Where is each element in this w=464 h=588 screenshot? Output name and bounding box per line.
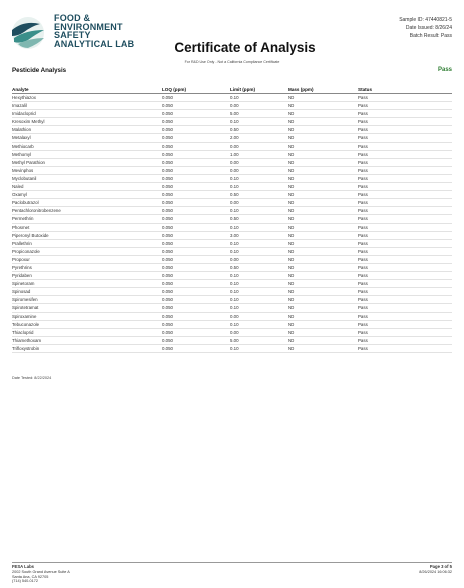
cell-loq: 0.050	[162, 158, 230, 166]
cell-loq: 0.050	[162, 239, 230, 247]
sample-id: Sample ID: 47440821-5	[399, 17, 452, 23]
date-tested: Date Tested: 8/22/2024	[12, 376, 52, 380]
cell-status: Pass	[358, 199, 452, 207]
cell-status: Pass	[358, 174, 452, 182]
cell-analyte: Methomyl	[12, 150, 162, 158]
table-row	[12, 223, 452, 231]
cell-limit: 0.10	[230, 239, 288, 247]
table-row	[12, 215, 452, 223]
cell-analyte: Imidacloprid	[12, 110, 162, 118]
cell-loq: 0.050	[162, 247, 230, 255]
lab-logo-icon	[10, 16, 50, 50]
table-row	[12, 174, 452, 182]
cell-analyte: Propoxur	[12, 255, 162, 263]
cell-mass: ND	[288, 199, 358, 207]
cell-limit: 0.50	[230, 263, 288, 271]
table-row	[12, 126, 452, 134]
cell-status: Pass	[358, 134, 452, 142]
cell-loq: 0.050	[162, 280, 230, 288]
footer-page-info	[419, 565, 452, 575]
cell-mass: ND	[288, 239, 358, 247]
cell-limit: 0.10	[230, 94, 288, 102]
cell-mass: ND	[288, 320, 358, 328]
table-row	[12, 272, 452, 280]
cell-analyte: Naled	[12, 183, 162, 191]
cell-analyte: Piperonyl Butoxide	[12, 231, 162, 239]
cell-limit: 5.00	[230, 336, 288, 344]
cell-limit: 0.10	[230, 207, 288, 215]
col-header-status: Status	[358, 86, 452, 94]
cell-mass: ND	[288, 118, 358, 126]
cell-status: Pass	[358, 231, 452, 239]
cell-limit: 0.50	[230, 126, 288, 134]
cell-status: Pass	[358, 263, 452, 271]
cell-loq: 0.050	[162, 344, 230, 352]
cell-status: Pass	[358, 142, 452, 150]
cell-mass: ND	[288, 328, 358, 336]
cell-limit: 0.10	[230, 223, 288, 231]
cell-status: Pass	[358, 118, 452, 126]
cell-loq: 0.050	[162, 255, 230, 263]
cell-analyte: Mevinphos	[12, 166, 162, 174]
cell-analyte: Malathion	[12, 126, 162, 134]
cell-loq: 0.050	[162, 328, 230, 336]
cell-mass: ND	[288, 304, 358, 312]
cell-loq: 0.050	[162, 320, 230, 328]
cell-limit: 0.10	[230, 247, 288, 255]
cell-analyte: Kresoxim Methyl	[12, 118, 162, 126]
cell-limit: 0.10	[230, 296, 288, 304]
table-body	[12, 94, 452, 353]
table-row	[12, 118, 452, 126]
cell-loq: 0.050	[162, 126, 230, 134]
cell-status: Pass	[358, 94, 452, 102]
cell-mass: ND	[288, 191, 358, 199]
cell-limit: 0.00	[230, 255, 288, 263]
cell-status: Pass	[358, 158, 452, 166]
cell-mass: ND	[288, 94, 358, 102]
cell-analyte: Methyl Parathion	[12, 158, 162, 166]
cell-loq: 0.050	[162, 272, 230, 280]
table-row	[12, 191, 452, 199]
cell-limit: 0.00	[230, 166, 288, 174]
cell-mass: ND	[288, 336, 358, 344]
cell-mass: ND	[288, 142, 358, 150]
cell-mass: ND	[288, 272, 358, 280]
cell-analyte: Metalaxyl	[12, 134, 162, 142]
document-title: Certificate of Analysis	[174, 40, 316, 55]
cell-limit: 0.50	[230, 215, 288, 223]
cell-mass: ND	[288, 166, 358, 174]
cell-analyte: Propiconazole	[12, 247, 162, 255]
page-number: Page 3 of 5	[429, 564, 452, 569]
cell-mass: ND	[288, 183, 358, 191]
cell-analyte: Pyrethrins	[12, 263, 162, 271]
cell-limit: 1.00	[230, 150, 288, 158]
cell-mass: ND	[288, 296, 358, 304]
cell-mass: ND	[288, 231, 358, 239]
table-row	[12, 247, 452, 255]
cell-mass: ND	[288, 263, 358, 271]
cell-status: Pass	[358, 110, 452, 118]
cell-status: Pass	[358, 223, 452, 231]
cell-loq: 0.050	[162, 336, 230, 344]
cell-loq: 0.050	[162, 134, 230, 142]
col-header-analyte: Analyte	[12, 86, 162, 94]
cell-limit: 0.10	[230, 288, 288, 296]
table-row	[12, 199, 452, 207]
cell-analyte: Permethrin	[12, 215, 162, 223]
table-row	[12, 142, 452, 150]
section-title: Pesticide Analysis	[12, 67, 67, 74]
cell-status: Pass	[358, 207, 452, 215]
footer-address-line: 2002 South Grand Avenue Suite A	[12, 569, 70, 574]
cell-loq: 0.050	[162, 207, 230, 215]
cell-status: Pass	[358, 304, 452, 312]
cell-analyte: Trifloxystrobin	[12, 344, 162, 352]
table-row	[12, 110, 452, 118]
cell-mass: ND	[288, 207, 358, 215]
col-header-limit: Limit (ppm)	[230, 86, 288, 94]
cell-limit: 0.10	[230, 118, 288, 126]
cell-loq: 0.050	[162, 312, 230, 320]
cell-loq: 0.050	[162, 199, 230, 207]
cell-limit: 2.00	[230, 134, 288, 142]
cell-loq: 0.050	[162, 231, 230, 239]
cell-limit: 0.10	[230, 344, 288, 352]
table-row	[12, 336, 452, 344]
cell-status: Pass	[358, 272, 452, 280]
table-header-row	[12, 86, 452, 94]
cell-limit: 0.00	[230, 199, 288, 207]
table-row	[12, 296, 452, 304]
cell-limit: 3.00	[230, 231, 288, 239]
table-row	[12, 312, 452, 320]
cell-status: Pass	[358, 126, 452, 134]
lab-logo	[10, 14, 160, 54]
footer-address-line: Santa Ana, CA 92705	[12, 574, 49, 579]
cell-status: Pass	[358, 239, 452, 247]
table-row	[12, 304, 452, 312]
cell-limit: 0.10	[230, 174, 288, 182]
cell-mass: ND	[288, 255, 358, 263]
cell-loq: 0.050	[162, 296, 230, 304]
lab-logo-text: FOOD & ENVIRONMENT SAFETY ANALYTICAL LAB	[54, 13, 135, 49]
cell-loq: 0.050	[162, 118, 230, 126]
cell-analyte: Spiroxamine	[12, 312, 162, 320]
cell-mass: ND	[288, 102, 358, 110]
cell-mass: ND	[288, 288, 358, 296]
cell-mass: ND	[288, 312, 358, 320]
cell-analyte: Spiromesifen	[12, 296, 162, 304]
cell-mass: ND	[288, 215, 358, 223]
cell-mass: ND	[288, 344, 358, 352]
cell-mass: ND	[288, 174, 358, 182]
table-row	[12, 263, 452, 271]
cell-analyte: Imazalil	[12, 102, 162, 110]
table-row	[12, 134, 452, 142]
table-row	[12, 231, 452, 239]
cell-analyte: Spinosad	[12, 288, 162, 296]
footer-lab-info	[12, 565, 70, 584]
table-row	[12, 344, 452, 352]
cell-analyte: Methiocarb	[12, 142, 162, 150]
cell-mass: ND	[288, 280, 358, 288]
cell-loq: 0.050	[162, 142, 230, 150]
cell-status: Pass	[358, 320, 452, 328]
cell-loq: 0.050	[162, 288, 230, 296]
cell-status: Pass	[358, 215, 452, 223]
cell-analyte: Prallethrin	[12, 239, 162, 247]
cell-mass: ND	[288, 134, 358, 142]
cell-loq: 0.050	[162, 102, 230, 110]
cell-status: Pass	[358, 288, 452, 296]
disclaimer-note: For R&D Use Only - Not a California Compliance Certificate	[184, 60, 280, 64]
cell-limit: 0.00	[230, 158, 288, 166]
cell-loq: 0.050	[162, 223, 230, 231]
table-row	[12, 280, 452, 288]
cell-status: Pass	[358, 191, 452, 199]
cell-analyte: Spinetoram	[12, 280, 162, 288]
cell-limit: 0.10	[230, 280, 288, 288]
cell-loq: 0.050	[162, 150, 230, 158]
cell-loq: 0.050	[162, 183, 230, 191]
print-timestamp: 8/26/2024 16:06:32	[419, 569, 452, 574]
cell-analyte: Pyridaben	[12, 272, 162, 280]
table-row	[12, 239, 452, 247]
cell-limit: 0.50	[230, 191, 288, 199]
table-row	[12, 94, 452, 102]
cell-loq: 0.050	[162, 304, 230, 312]
cell-status: Pass	[358, 247, 452, 255]
cell-analyte: Paclobutrazol	[12, 199, 162, 207]
cell-mass: ND	[288, 110, 358, 118]
cell-status: Pass	[358, 336, 452, 344]
cell-status: Pass	[358, 255, 452, 263]
date-issued: Date Issued: 8/26/24	[405, 25, 452, 32]
cell-limit: 0.10	[230, 320, 288, 328]
table-row	[12, 166, 452, 174]
cell-analyte: Thiacloprid	[12, 328, 162, 336]
cell-status: Pass	[358, 280, 452, 288]
cell-limit: 0.00	[230, 142, 288, 150]
cell-status: Pass	[358, 102, 452, 110]
footer-phone: (714) 540-0172	[12, 579, 38, 584]
table-row	[12, 255, 452, 263]
col-header-loq: LOQ (ppm)	[162, 86, 230, 94]
cell-mass: ND	[288, 158, 358, 166]
cell-analyte: Thiamethoxam	[12, 336, 162, 344]
cell-loq: 0.050	[162, 263, 230, 271]
table-row	[12, 328, 452, 336]
cell-status: Pass	[358, 166, 452, 174]
table-row	[12, 320, 452, 328]
table-row	[12, 207, 452, 215]
cell-mass: ND	[288, 150, 358, 158]
cell-analyte: Phosmet	[12, 223, 162, 231]
cell-analyte: Pentachloronitrobenzene	[12, 207, 162, 215]
sample-meta	[399, 16, 452, 41]
section-result-badge: Pass	[437, 67, 452, 73]
table-row	[12, 288, 452, 296]
cell-loq: 0.050	[162, 94, 230, 102]
cell-limit: 5.00	[230, 110, 288, 118]
cell-status: Pass	[358, 183, 452, 191]
table-row	[12, 150, 452, 158]
cell-analyte: Hexythiazox	[12, 94, 162, 102]
col-header-mass: Mass (ppm)	[288, 86, 358, 94]
cell-status: Pass	[358, 312, 452, 320]
cell-loq: 0.050	[162, 174, 230, 182]
cell-loq: 0.050	[162, 215, 230, 223]
cell-status: Pass	[358, 296, 452, 304]
cell-analyte: Spirotetramat	[12, 304, 162, 312]
cell-status: Pass	[358, 344, 452, 352]
batch-result: Batch Result: Pass	[409, 33, 452, 40]
cell-mass: ND	[288, 126, 358, 134]
cell-limit: 0.00	[230, 328, 288, 336]
cell-limit: 0.10	[230, 304, 288, 312]
section-header	[12, 66, 452, 78]
cell-status: Pass	[358, 150, 452, 158]
cell-analyte: Tebuconazole	[12, 320, 162, 328]
cell-loq: 0.050	[162, 166, 230, 174]
table-row	[12, 158, 452, 166]
cell-limit: 0.00	[230, 102, 288, 110]
cell-analyte: Oxamyl	[12, 191, 162, 199]
cell-mass: ND	[288, 223, 358, 231]
footer-lab-name: FESA Labs	[12, 564, 34, 569]
cell-limit: 0.00	[230, 312, 288, 320]
cell-limit: 0.10	[230, 272, 288, 280]
table-row	[12, 183, 452, 191]
cell-mass: ND	[288, 247, 358, 255]
cell-status: Pass	[358, 328, 452, 336]
footer-divider	[12, 562, 452, 563]
table-row	[12, 102, 452, 110]
cell-analyte: Myclobutanil	[12, 174, 162, 182]
cell-loq: 0.050	[162, 110, 230, 118]
cell-limit: 0.10	[230, 183, 288, 191]
pesticide-results-table	[12, 86, 452, 353]
cell-loq: 0.050	[162, 191, 230, 199]
